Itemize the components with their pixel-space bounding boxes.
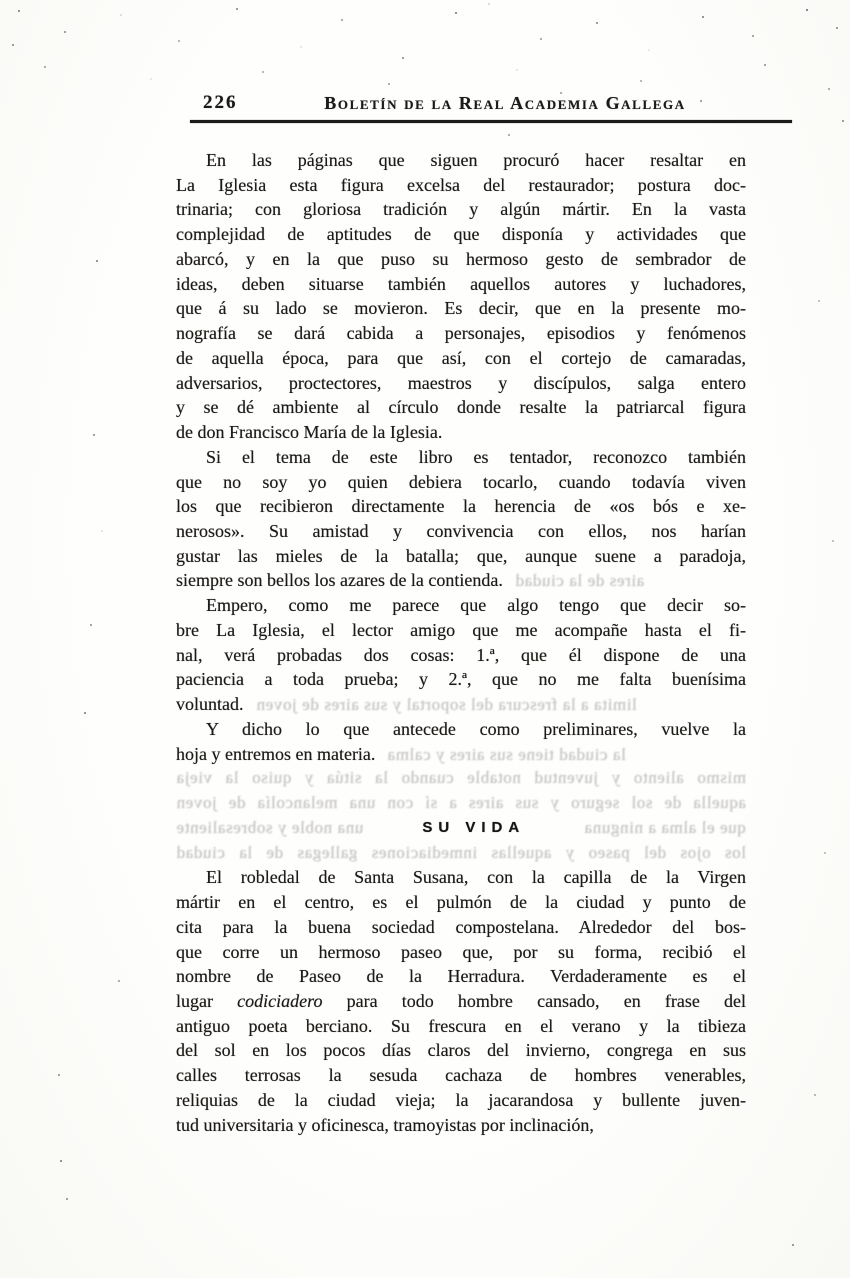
header-rule [190, 120, 792, 123]
printed-text: cita para la buena sociedad compostelana. Alrededor del bos- [176, 916, 746, 937]
bleedthrough-text: la ciudad tiene sus aires y calma [387, 744, 627, 764]
printed-text: Si el tema de este libro es tentador, reconozco también [206, 446, 746, 467]
section-heading: SU VIDA [422, 818, 526, 836]
printed-text: bre La Iglesia, el lector amigo que me acompañe hasta el fi- [176, 619, 746, 640]
printed-text: nal, verá probadas dos cosas: 1.ª, que él dispone de una [176, 644, 746, 665]
printed-text: El robledal de Santa Susana, con la capilla de la Virgen [206, 867, 746, 888]
text-line [176, 1088, 746, 1113]
printed-text: tud universitaria y oficinesca, tramoyistas por inclinación, [176, 1114, 594, 1135]
text-line [176, 494, 746, 519]
printed-text: En las páginas que siguen procuró hacer resaltar en [206, 150, 746, 170]
running-header-title: Boletín de la Real Academia Gallega [324, 93, 686, 113]
page-number: 226 [203, 92, 238, 113]
text-line [176, 272, 746, 297]
text-line [176, 148, 746, 173]
text-line [176, 1038, 746, 1063]
text-line [176, 544, 746, 569]
printed-text: de aquella época, para que así, con el cortejo de camaradas, [176, 347, 746, 368]
text-line [176, 742, 746, 767]
printed-text: los que recibieron directamente la herencia de «os bós e xe- [176, 496, 746, 517]
printed-text: hoja y entremos en materia. [176, 743, 376, 764]
text-line [176, 964, 746, 989]
text-line [176, 667, 746, 692]
printed-text: complejidad de aptitudes de que disponía y actividades que [176, 224, 746, 245]
printed-text: de don Francisco María de la Iglesia. [176, 422, 443, 443]
text-line [176, 568, 746, 593]
printed-text: ideas, deben situarse también aquellos autores y luchadores, [176, 273, 746, 294]
text-line [176, 395, 746, 420]
printed-text: adversarios, proctectores, maestros y discípulos, salga entero [176, 372, 746, 393]
printed-text: que no soy yo quien debiera tocarlo, cuando todavía viven [176, 471, 746, 492]
printed-text: nografía se dará cabida a personajes, episodios y fenómenos [176, 323, 746, 344]
section-heading-row [176, 816, 746, 841]
text-line [176, 1113, 746, 1138]
printed-text: nombre de Paseo de la Herradura. Verdaderamente es el [176, 966, 746, 987]
printed-text: que corre un hermoso paseo que, por su forma, recibió el [176, 941, 746, 962]
text-line [176, 643, 746, 668]
printed-text: reliquias de la ciudad vieja; la jacarandosa y bullente juven- [176, 1089, 746, 1110]
printed-text: siempre son bellos los azares de la contienda. [176, 570, 503, 591]
text-line [176, 692, 746, 717]
bleedthrough-line: mismo aliento y juventud notable cuando la sitúa y quiso la vieja [176, 768, 746, 788]
bleedthrough-text: una noble y sobresaliente [176, 817, 364, 837]
body-text [176, 148, 746, 1137]
text-line [176, 445, 746, 470]
text-line [176, 222, 746, 247]
printed-text: del sol en los pocos días claros del invierno, congrega en sus [176, 1040, 746, 1061]
text-line [176, 296, 746, 321]
printed-text: calles terrosas la sesuda cachaza de hombres venerables, [176, 1065, 746, 1086]
bleedthrough-line: aquella de sol seguro y sus aires a sí con una melancolía de joven [176, 793, 746, 813]
printed-text: y se dé ambiente al círculo donde resalte la patriarcal figura [176, 397, 746, 418]
printed-text: Empero, como me parece que algo tengo que decir so- [206, 595, 746, 616]
printed-text: voluntad. [176, 694, 244, 715]
printed-text: La Iglesia esta figura excelsa del restaurador; postura doc- [176, 174, 746, 195]
text-line [176, 618, 746, 643]
text-line [176, 371, 746, 396]
printed-text: nerosos». Su amistad y convivencia con ellos, nos harían [176, 521, 746, 542]
text-line [176, 346, 746, 371]
printed-text: antiguo poeta berciano. Su frescura en el verano y la tibieza [176, 1015, 746, 1036]
text-line [176, 1063, 746, 1088]
text-line [176, 989, 746, 1014]
text-line [176, 865, 746, 890]
printed-text: trinaria; con gloriosa tradición y algún mártir. En la vasta [176, 199, 746, 220]
text-line [176, 593, 746, 618]
text-line [176, 173, 746, 198]
text-line [176, 197, 746, 222]
text-line [176, 890, 746, 915]
printed-text: gustar las mieles de la batalla; que, aunque suene a paradoja, [176, 545, 746, 566]
bleedthrough-text: que el alma a ninguna [584, 817, 746, 837]
printed-text: que á su lado se movieron. Es decir, que en la presente mo- [176, 298, 746, 319]
text-line [176, 717, 746, 742]
text-line [176, 915, 746, 940]
printed-text: paciencia a toda prueba; y 2.ª, que no me falta buenísima [176, 669, 746, 690]
text-line [176, 420, 746, 445]
scan-noise-speckles [0, 0, 2, 2]
printed-text: abarcó, y en la que puso su hermoso gesto de sembrador de [176, 248, 746, 269]
printed-text: lugar codiciadero para todo hombre cansado, en frase del [176, 990, 746, 1011]
text-line [176, 519, 746, 544]
text-line [176, 247, 746, 272]
bleedthrough-line: los ojos del paseo y aquellas inmediaciones gallegas de la ciudad [176, 842, 746, 862]
text-line [176, 470, 746, 495]
text-line [176, 321, 746, 346]
printed-text: mártir en el centro, es el pulmón de la ciudad y punto de [176, 892, 746, 913]
text-line [176, 1014, 746, 1039]
bleedthrough-text: aires de la ciudad [514, 571, 645, 591]
text-line [176, 940, 746, 965]
bleedthrough-text: limita a la frescura del soportal y sus aires de joven [255, 695, 637, 715]
printed-text: Y dicho lo que antecede como preliminares, vuelve la [206, 718, 746, 739]
